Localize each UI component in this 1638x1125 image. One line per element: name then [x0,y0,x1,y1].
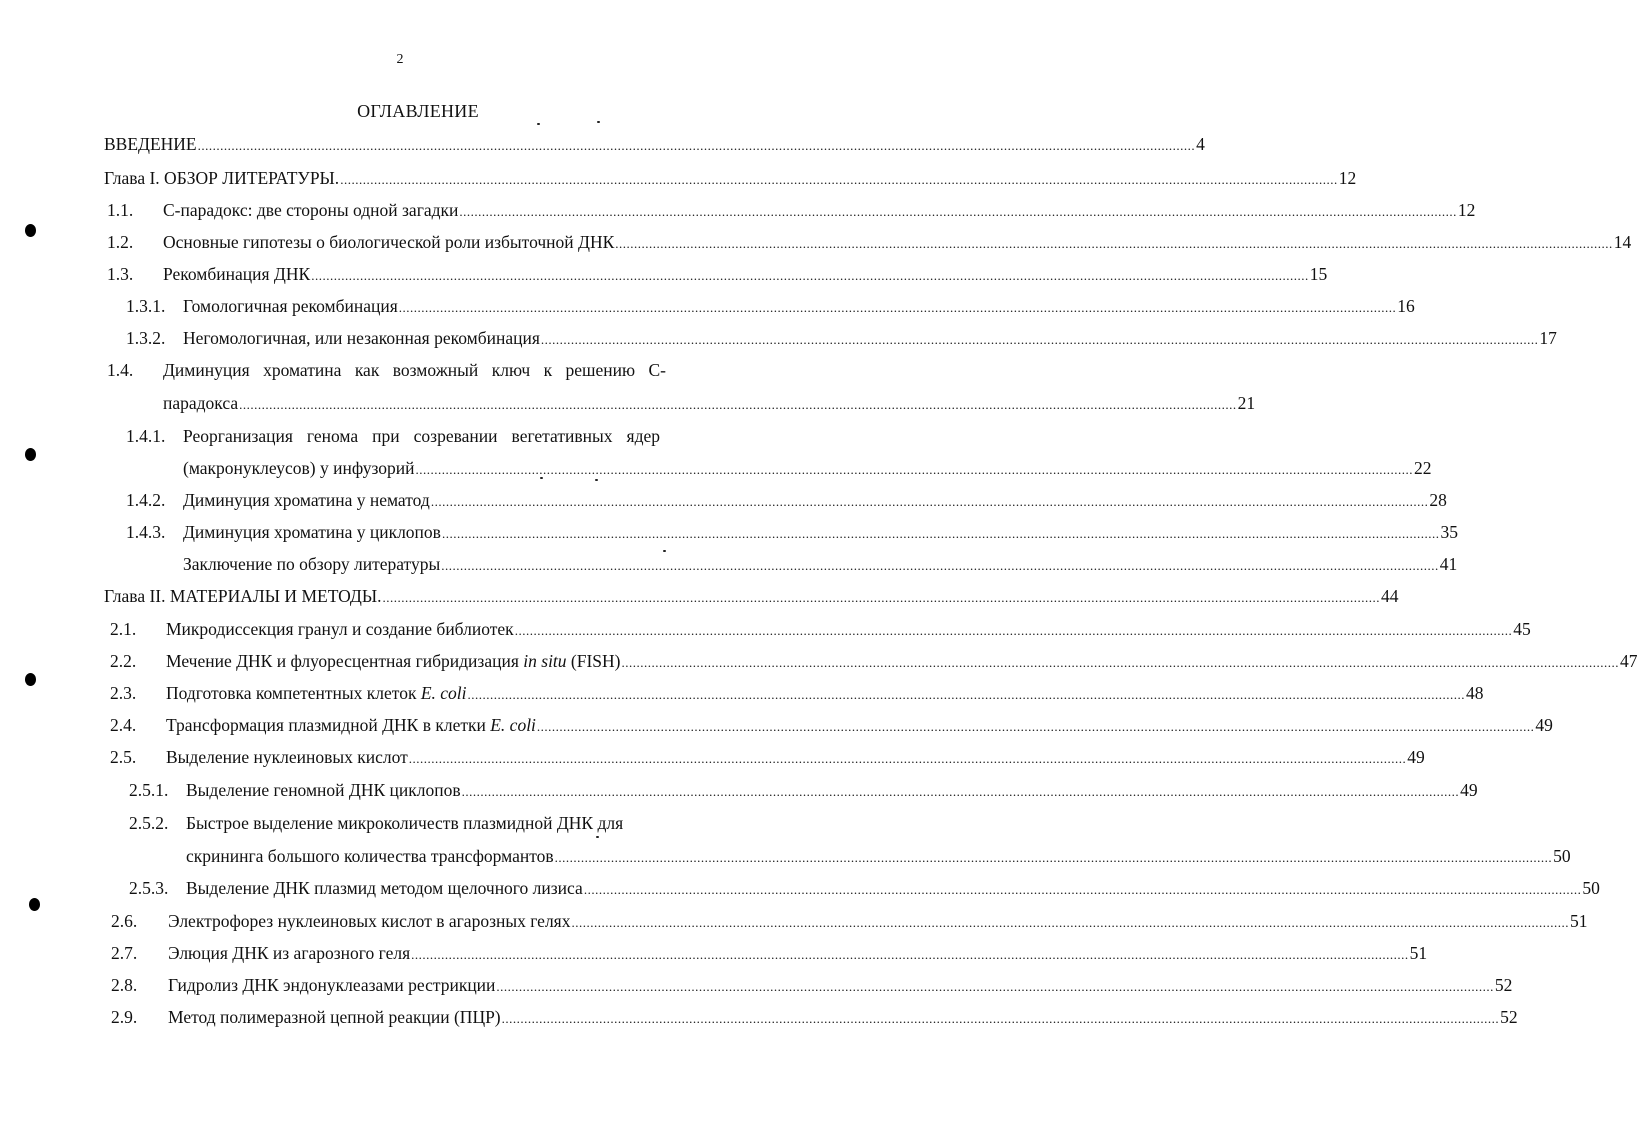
toc-entry-page: 17 [1539,328,1557,348]
toc-entry-2-5-2 [129,807,730,839]
toc-entry-title [166,677,467,709]
toc-entry-1-3-2 [126,322,1557,354]
toc-entry-page: 41 [1439,554,1458,574]
toc-entry-2-6 [111,905,1588,937]
toc-entry-number: 2.5. [110,747,137,767]
toc-entry-page: 51 [1409,943,1428,963]
toc-entry-title: Выделение ДНК плазмид методом щелочного лизиса [186,878,583,898]
page-number: 2 [396,52,404,67]
toc-entry-number: 2.4. [110,715,137,735]
toc-entry-1-1 [107,194,1476,226]
scan-speck [597,121,600,123]
leader-dots: .......................................................................................................................................................................................................................................................................... [415,462,1414,477]
leader-dots: .......................................................................................................................................................................................................................................................................... [571,915,1569,930]
toc-entry-number: 1.1. [107,200,134,220]
toc-entry-title: Гомологичная рекомбинация [183,296,398,316]
leader-dots: .......................................................................................................................................................................................................................................................................... [408,751,1407,766]
toc-entry-title: Глава I. ОБЗОР ЛИТЕРАТУРЫ. [104,168,340,188]
toc-entry-number: 2.9. [111,1007,138,1027]
toc-entry-2-8 [111,969,1513,1001]
toc-entry-page: 49 [1407,747,1425,767]
toc-entry-page: 52 [1500,1007,1518,1027]
leader-dots: .......................................................................................................................................................................................................................................................................... [536,719,1535,734]
toc-entry-2-5-3 [129,872,1600,904]
toc-entry-number: 2.6. [111,911,138,931]
toc-entry-page: 52 [1494,975,1513,995]
toc-entry-number: 2.5.1. [129,780,169,800]
toc-entry-page: 4 [1196,134,1205,154]
leader-dots: .......................................................................................................................................................................................................................................................................... [496,979,1494,994]
toc-entry-number: 1.3.1. [126,296,166,316]
toc-entry-title: Электрофорез нуклеиновых кислот в агарозных гелях [168,911,571,931]
toc-entry-title-part: (FISH) [566,651,621,671]
toc-entry-title-continued: (макронуклеусов) у инфузорий [183,458,415,478]
toc-entry-title: Глава II. МАТЕРИАЛЫ И МЕТОДЫ. [104,586,382,606]
toc-entry-title: Негомологичная, или незаконная рекомбинация [183,328,540,348]
toc-entry-literature-conclusion [183,548,1458,580]
toc-entry-number: 2.5.3. [129,878,169,898]
toc-entry-title: Гидролиз ДНК эндонуклеазами рестрикции [168,975,496,995]
toc-entry-title: Рекомбинация ДНК [163,264,311,284]
toc-entry-title-italic: E. coli [490,715,536,735]
toc-entry-title: Быстрое выделение микроколичеств плазмидной ДНК для [186,813,624,833]
toc-entry-title-italic: E. coli [420,683,467,703]
toc-entry-page: 16 [1397,296,1415,316]
toc-entry-title: Метод полимеразной цепной реакции (ПЦР) [168,1007,501,1027]
leader-dots: .......................................................................................................................................................................................................................................................................... [583,882,1582,897]
leader-dots: .......................................................................................................................................................................................................................................................................... [461,784,1460,799]
toc-entry-number: 1.4.2. [126,490,166,510]
toc-entry-page: 49 [1535,715,1553,735]
leader-dots: .......................................................................................................................................................................................................................................................................... [554,850,1553,865]
toc-entry-1-3 [107,258,1328,290]
punch-hole-mark [25,448,36,461]
toc-entry-page: 45 [1513,619,1531,639]
toc-entry-title-continued: скрининга большого количества трансформантов [186,846,554,866]
toc-entry-title-continued: парадокса [163,393,239,413]
toc-entry-title-part: Трансформация плазмидной ДНК в клетки [166,715,491,735]
toc-entry-2-2 [110,645,1638,677]
punch-hole-mark [29,898,40,911]
leader-dots: .......................................................................................................................................................................................................................................................................... [467,687,1466,702]
toc-entry-number: 1.3.2. [126,328,166,348]
toc-entry-2-5 [110,741,1425,773]
toc-entry-title: Диминуция хроматина у нематод [183,490,430,510]
leader-dots: .......................................................................................................................................................................................................................................................................... [411,947,1409,962]
toc-entry-1-4-continued [163,387,1256,419]
toc-entry-page: 51 [1569,911,1588,931]
toc-entry-title [166,645,621,677]
toc-entry-title: Выделение геномной ДНК циклопов [186,780,461,800]
toc-entry-2-4 [110,709,1553,741]
toc-entry-1-2 [107,226,1632,258]
toc-entry-title: Диминуция хроматина у циклопов [183,522,441,542]
toc-entry-page: 49 [1460,780,1478,800]
toc-entry-number: 2.8. [111,975,138,995]
leader-dots: .......................................................................................................................................................................................................................................................................... [382,590,1380,605]
toc-entry-number: 2.3. [110,683,137,703]
leader-dots: .......................................................................................................................................................................................................................................................................... [459,204,1457,219]
leader-dots: .......................................................................................................................................................................................................................................................................... [514,623,1513,638]
toc-entry-2-9 [111,1001,1518,1033]
toc-entry-page: 14 [1613,232,1632,252]
toc-entry-number: 2.7. [111,943,138,963]
toc-entry-2-5-2-continued [186,840,1571,872]
toc-entry-2-7 [111,937,1428,969]
leader-dots: .......................................................................................................................................................................................................................................................................... [621,655,1620,670]
toc-entry-title: Заключение по обзору литературы [183,554,441,574]
toc-entry-page: 50 [1553,846,1571,866]
toc-entry-1-3-1 [126,290,1415,322]
leader-dots: .......................................................................................................................................................................................................................................................................... [430,494,1429,509]
toc-entry-2-3 [110,677,1484,709]
toc-entry-page: 22 [1414,458,1432,478]
toc-entry-1-4-1-continued [183,452,1432,484]
toc-entry-2-5-1 [129,774,1478,806]
leader-dots: .......................................................................................................................................................................................................................................................................... [340,172,1338,187]
leader-dots: .......................................................................................................................................................................................................................................................................... [197,138,1196,153]
toc-entry-page: 12 [1457,200,1476,220]
toc-entry-page: 44 [1381,586,1399,606]
toc-entry-title: ВВЕДЕНИЕ [104,134,197,154]
toc-entry-title [166,709,536,741]
scan-speck [537,123,540,125]
punch-hole-mark [25,673,36,686]
toc-entry-number: 2.5.2. [129,813,169,833]
toc-entry-number: 1.4.1. [126,426,166,446]
toc-entry-1-4 [107,354,666,386]
leader-dots: .......................................................................................................................................................................................................................................................................... [615,236,1613,251]
toc-entry-page: 47 [1620,651,1638,671]
leader-dots: .......................................................................................................................................................................................................................................................................... [501,1011,1500,1026]
toc-entry-page: 35 [1440,522,1458,542]
toc-entry-title-part: Мечение ДНК и флуоресцентная гибридизация [166,651,524,671]
toc-entry-1-4-1 [126,420,660,452]
toc-entry-page: 15 [1309,264,1328,284]
leader-dots: .......................................................................................................................................................................................................................................................................... [441,558,1439,573]
toc-entry-page: 28 [1429,490,1447,510]
toc-entry-chapter-2 [104,580,1399,612]
toc-entry-number: 1.3. [107,264,134,284]
leader-dots: .......................................................................................................................................................................................................................................................................... [398,300,1397,315]
toc-entry-number: 2.2. [110,651,137,671]
toc-entry-number: 1.4. [107,360,134,380]
toc-entry-title: Выделение нуклеиновых кислот [166,747,408,767]
toc-entry-title: Элюция ДНК из агарозного геля [168,943,411,963]
toc-entry-number: 1.2. [107,232,134,252]
leader-dots: .......................................................................................................................................................................................................................................................................... [441,526,1440,541]
toc-heading: ОГЛАВЛЕНИЕ [357,101,479,121]
toc-entry-page: 21 [1237,393,1256,413]
leader-dots: .......................................................................................................................................................................................................................................................................... [311,268,1309,283]
toc-entry-title: Основные гипотезы о биологической роли избыточной ДНК [163,232,615,252]
toc-entry-chapter-1 [104,162,1357,194]
punch-hole-mark [25,224,36,237]
toc-entry-title: С-парадокс: две стороны одной загадки [163,200,459,220]
toc-entry-title: Микродиссекция гранул и создание библиотек [166,619,514,639]
toc-entry-page: 48 [1466,683,1484,703]
toc-entry-title-part: Подготовка компетентных клеток [166,683,421,703]
leader-dots: .......................................................................................................................................................................................................................................................................... [540,332,1539,347]
toc-entry-title-italic: in situ [523,651,567,671]
toc-entry-page: 12 [1338,168,1357,188]
toc-entry-title: Диминуция хроматина как возможный ключ к решению С- [163,360,666,380]
toc-entry-2-1 [110,613,1531,645]
leader-dots: .......................................................................................................................................................................................................................................................................... [239,397,1237,412]
toc-entry-introduction [104,128,1205,160]
toc-entry-title: Реорганизация генома при созревании вегетативных ядер [183,426,660,446]
toc-entry-1-4-3 [126,516,1458,548]
toc-entry-page: 50 [1582,878,1600,898]
toc-entry-number: 1.4.3. [126,522,166,542]
toc-entry-1-4-2 [126,484,1447,516]
toc-entry-number: 2.1. [110,619,137,639]
